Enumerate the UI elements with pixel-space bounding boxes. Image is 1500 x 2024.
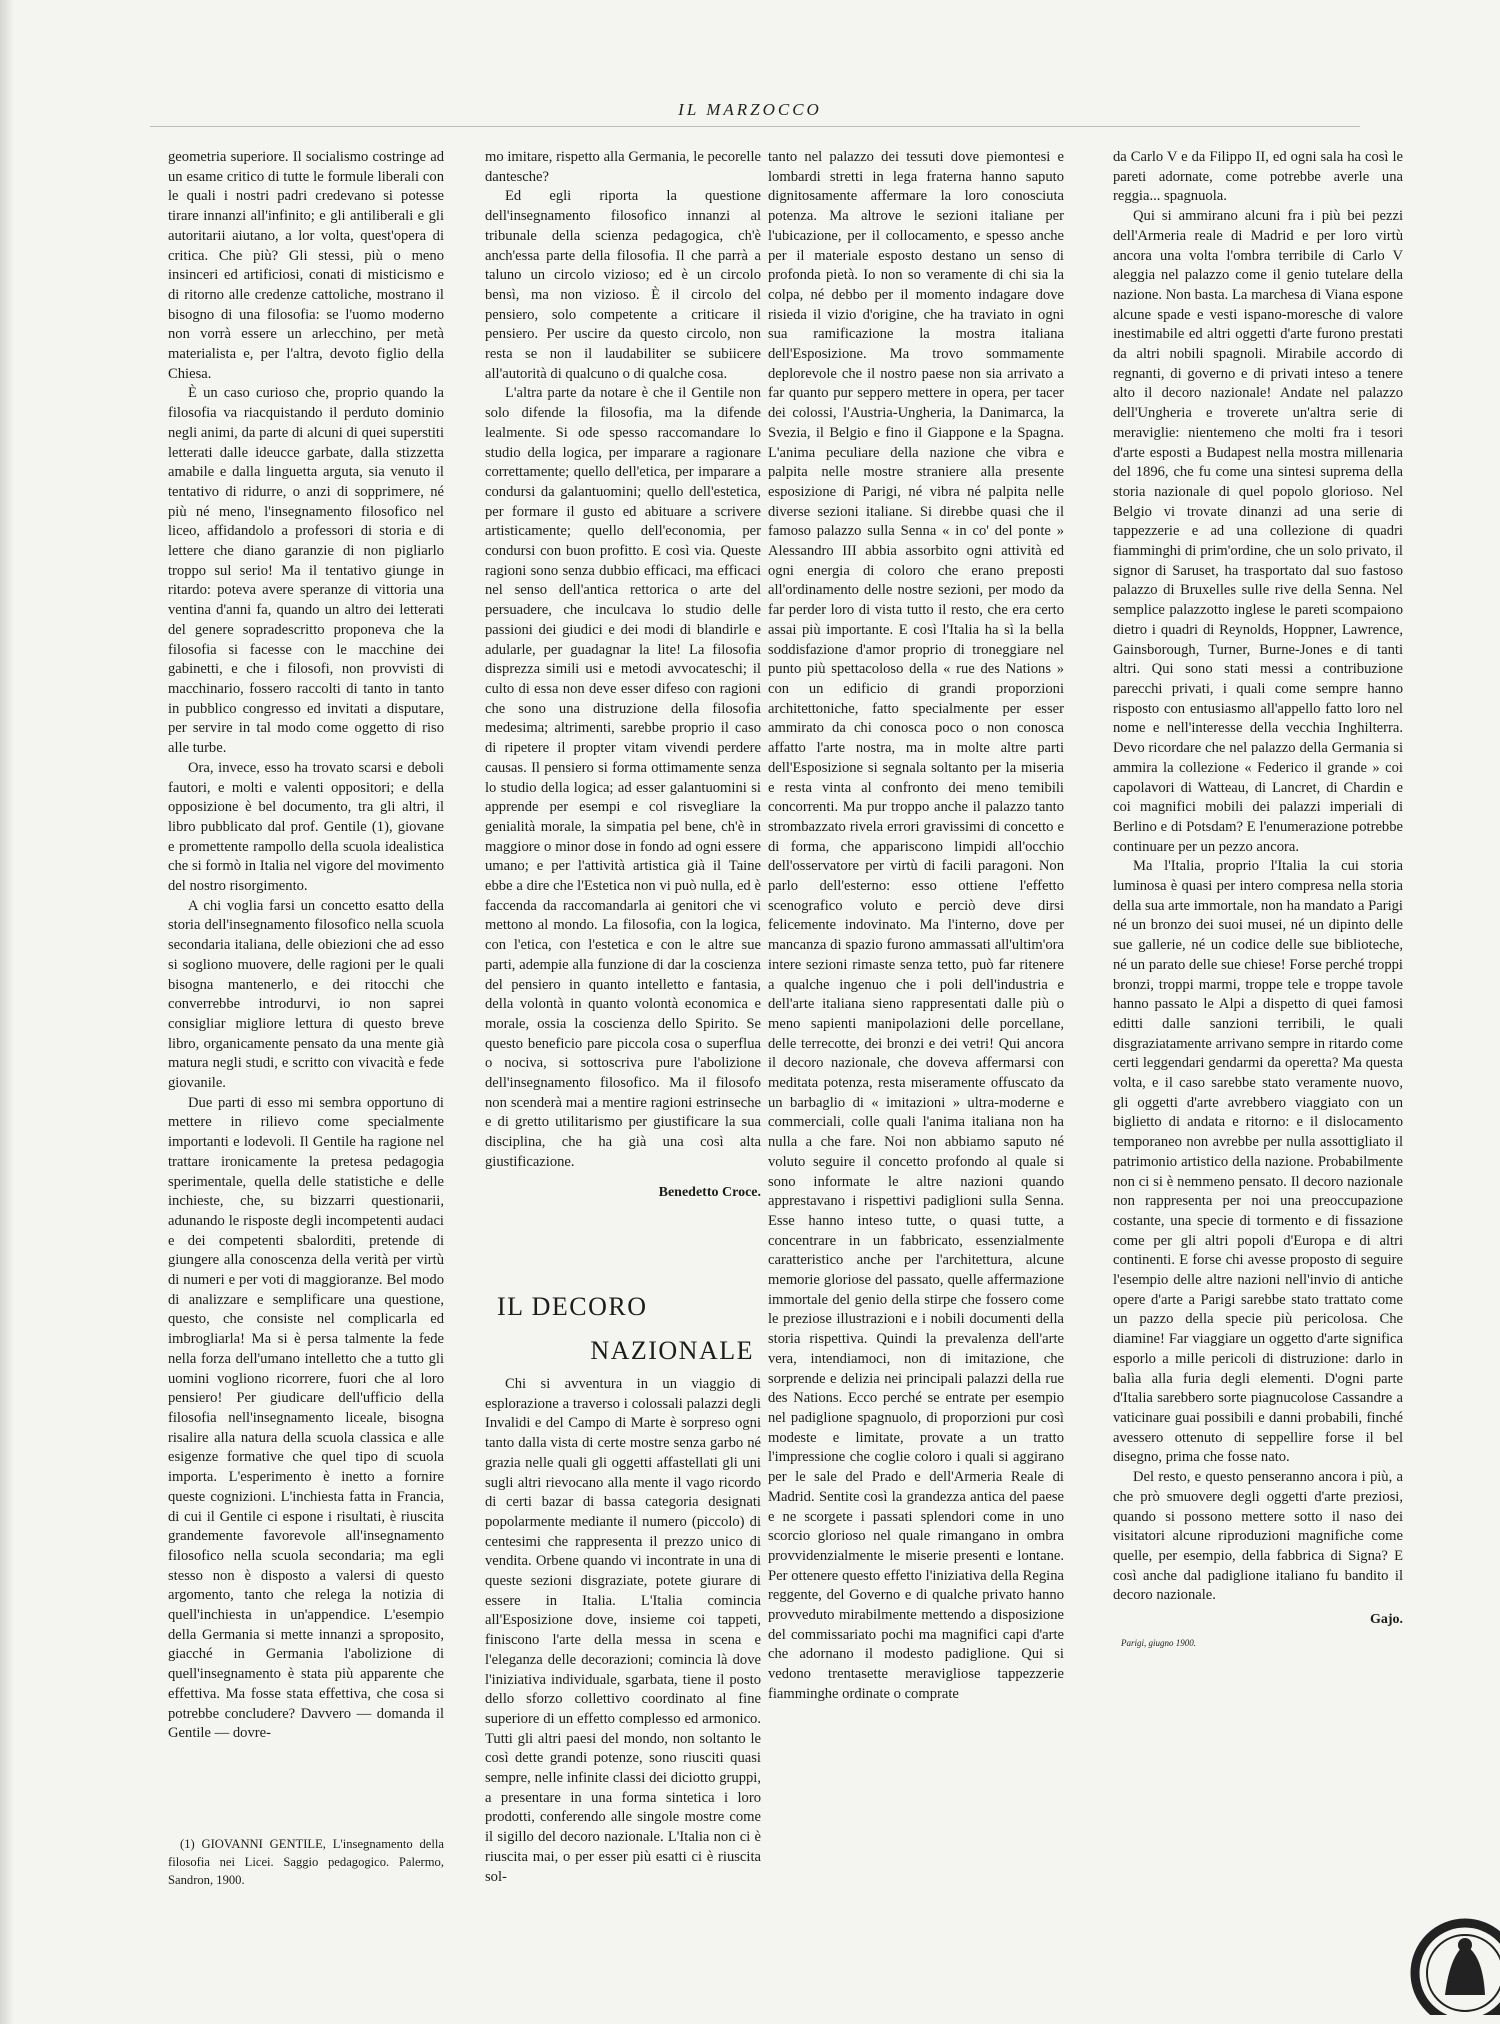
author-signature: Gajo. bbox=[1369, 1612, 1403, 1628]
column-4 bbox=[1113, 148, 1403, 1653]
footnote-text: (1) GIOVANNI GENTILE, L'insegnamento della filosofia nei Licei. Saggio pedagogico. Palermo, Sandron, 1900. bbox=[168, 1837, 444, 1887]
paragraph: da Carlo V e da Filippo II, ed ogni sala ha così le pareti adornate, come potrebbe averle una reggia... spagnuola. bbox=[1113, 149, 1403, 205]
library-stamp-icon bbox=[1405, 1915, 1500, 2015]
column-2 bbox=[485, 148, 761, 1202]
heading-line-2: NAZIONALE bbox=[590, 1336, 754, 1365]
paragraph: Ma l'Italia, proprio l'Italia la cui storia luminosa è quasi per intero compresa nella storia della sua arte immortale, non ha mandato a Parigi né un bronzo dei suoi musei, né un dipinto delle sue gallerie, né un codice delle sue biblioteche, né un parato delle sue chiese! Forse perché troppi bronzi, troppi marmi, troppe tele e troppe tavole hanno passato le Alpi a dispetto di quei famosi editti dalle sanzioni terribili, le quali disgraziatamente arrivano sempre in ritardo come certi leggendari gendarmi da operetta? Ma questa volta, e il caso sarebbe stato veramente nuovo, gli oggetti d'arte avrebbero viaggiato con un biglietto di andata e ritorno: e il dislocamento temporaneo non avrebbe per nulla assottigliato il patrimonio artistico della nazione. Probabilmente non ci si è nemmeno pensato. Il decoro nazionale non rappresenta per noi una preoccupazione costante, una specie di tormento e di fissazione come per gli altri popoli d'Europa e di altri continenti. E forse chi avesse proposto di seguire l'esempio delle altre nazioni nell'invio di antiche opere d'arte a Parigi sarebbe stato trattato come un pazzo della specie più pericolosa. Che diamine! Far viaggiare un oggetto d'arte significa esporlo a mille pericoli di distruzione: darlo in balìa alla furia degli elementi. D'ogni parte d'Italia sarebbero sorte piagnucolose Cassandre a vaticinare guai possibili e danni probabili, finché avessero ottenuto di seppellire forse il bel disegno, prima che fosse nato. bbox=[1113, 858, 1403, 1466]
paragraph: A chi voglia farsi un concetto esatto della storia dell'insegnamento filosofico nella scuola secondaria italiana, delle obiezioni che ad esso si sogliono muovere, delle ragioni per le quali bisogna mantenerlo, e dei ritocchi che converrebbe introdurvi, io non saprei consigliar migliore lettura di questo breve libro, organicamente pensato da una mente già matura negli studi, e scritto con vivacità e fede giovanile. bbox=[168, 897, 444, 1092]
header-rule bbox=[150, 126, 1360, 127]
paragraph: geometria superiore. Il socialismo costringe ad un esame critico di tutte le formule liberali con le quali i nostri padri credevano si potesse tirare innanzi all'infinito; e gli antiliberali e gli autoritarii aiutano, a lor volta, quest'opera di critica. Che più? Gli stessi, più o meno insinceri ed artificiosi, conati di misticismo e di ritorno alle credenze cattoliche, mostrano il bisogno di una filosofia: se l'uomo moderno non vorrà essere un arlecchino, per metà materialista e, per l'altra, devoto figlio della Chiesa. bbox=[168, 149, 444, 382]
heading-line-1: IL DECORO bbox=[497, 1292, 648, 1321]
scan-edge-shadow bbox=[0, 0, 14, 2024]
footnote bbox=[168, 1835, 444, 1889]
paragraph: Del resto, e questo penseranno ancora i più, a che prò smuovere degli oggetti d'arte preziosi, quando si possono mettere sotto il naso dei visitatori alcune riproduzioni magnifiche come quelle, per esempio, della fabbrica di Signa? E così anche dal padiglione italiano fu bandito il decoro nazionale. bbox=[1113, 1469, 1403, 1604]
paragraph: Ora, invece, esso ha trovato scarsi e deboli fautori, e molti e valenti oppositori; e della opposizione è bel documento, tra gli altri, il libro pubblicato dal prof. Gentile (1), giovane e promettente rampollo della scuola idealistica che si formò in Italia nel vigore del movimento del nostro risorgimento. bbox=[168, 759, 444, 895]
paragraph: Qui si ammirano alcuni fra i più bei pezzi dell'Armeria reale di Madrid e per loro virtù ancora una volta l'ombra terribile di Carlo V aleggia nel palazzo come il genio tutelare della nazione. Non basta. La marchesa di Viana espone alcune spade e vesti ispano-moresche di valore inestimabile ed altri oggetti d'arte furono prestati da altri nobili spagnoli. Mirabile accordo di regnanti, di governo e di privati inteso a tenere alto il decoro nazionale! Andate nel palazzo dell'Ungheria e troverete un'altra serie di meraviglie: nientemeno che molti fra i tesori d'arte esposti a Budapest nella mostra millenaria del 1896, che fu come una sintesi suprema della storia nazionale di quel popolo glorioso. Nel Belgio vi trovate dinanzi ad una serie di tappezzerie e ad una collezione di quadri fiamminghi di prim'ordine, che un solo privato, il signor di Saruset, ha trasportato dal suo fastoso palazzo di Bruxelles sulle rive della Senna. Nel semplice palazzotto inglese le pareti scompaiono dietro i quadri di Reynolds, Hoppner, Lawrence, Gainsborough, Turner, Burne-Jones e di tanti altri. Qui sono stati messi a contribuzione parecchi privati, i quali come sempre hanno risposto con entusiasmo all'appello fatto loro nel nome e nell'interesse della vecchia Inghilterra. Devo ricordare che nel palazzo della Germania si ammira la collezione « Federico il grande » coi capolavori di Watteau, di Lancret, di Chardin e coi magnifici mobili dei palazzi imperiali di Berlino e di Potsdam? E l'enumerazione potrebbe continuare per un pezzo ancora. bbox=[1113, 208, 1403, 855]
paragraph: È un caso curioso che, proprio quando la filosofia va riacquistando il perduto dominio negli animi, da parte di alcuni di quei superstiti letterati dalle ideucce garbate, dalla stizzetta amabile e dalla linguetta arguta, sia venuto il tentativo di ridurre, o anzi di sopprimere, né più né meno, l'insegnamento filosofico nel liceo, affidandolo a professori di storia e di lettere che diano garanzie di non pigliarlo troppo sul serio! Ma il tentativo giunge in ritardo: poteva avere speranze di vittoria una ventina d'anni fa, quando un altro dei letterati del genere sopradescritto proponeva che la filosofia si facesse con le macchine dei gabinetti, e che i filosofi, non provvisti di macchinario, fossero raccolti di tanto in tanto in pubblico congresso ed invitati a disputare, per servire in tal modo come oggetto di riso alle turbe. bbox=[168, 385, 444, 757]
paragraph: L'altra parte da notare è che il Gentile non solo difende la filosofia, ma la difende lealmente. Si ode spesso raccomandare lo studio della logica, per imparare a ragionare correttamente; quello dell'etica, per imparare a condursi da galantuomini; quello dell'estetica, per formare il gusto ed abituare a scrivere artisticamente; quello dell'economia, per condursi con buon profitto. E così via. Queste ragioni sono senza dubbio efficaci, ma efficaci nel senso dell'antica rettorica o arte del persuadere, che inculcava lo studio delle passioni dei giudici e dei modi di blandirle e adularle, per guadagnar la lite! La filosofia disprezza simili usi e metodi avvocateschi; il culto di essa non deve esser difeso con ragioni che sono una distruzione della filosofia medesima; altrimenti, sarebbe proprio il caso di ripetere il propter vitam vivendi perdere causas. Il pensiero si forma ottimamente senza lo studio della logica; ad esser galantuomini si apprende per esempi e col risvegliare la genialità morale, la simpatia pel bene, ch'è in maggiore o minor dose in fondo ad ogni essere umano; e per l'attività artistica già il Taine ebbe a dire che l'Estetica non vi può nulla, ed è faccenda da raccomandarla ai genitori che vi mettono al mondo. La filosofia, con la logica, con l'etica, con l'estetica e con le altre sue parti, adempie alla funzione di dar la coscienza del pensiero in quanto intelletto e fantasia, della volontà in quanto volontà economica e morale, ossia la coscienza dello Spirito. Se questo beneficio pare piccola cosa o superflua o nociva, si sottoscriva pure l'abolizione dell'insegnamento filosofico. Ma il filosofo non scenderà mai a mentire ragioni estrinseche e di gretto utilitarismo per giustificare la sua disciplina, che ha già una così alta giustificazione. bbox=[485, 385, 761, 1170]
column-1 bbox=[168, 148, 444, 1744]
paragraph: Due parti di esso mi sembra opportuno di mettere in rilievo come specialmente importanti e lodevoli. Il Gentile ha ragione nel trattare ironicamente la pretesa pedagogia sperimentale, quella delle statistiche e delle inchieste, che, su bizzarri questionarii, adunando le risposte degli incompetenti audaci e dei competenti sbalorditi, pretende di giungere alla conoscenza della verità per virtù di numeri e per voti di maggioranze. Bel modo di analizzare e semplificare una questione, questo, che consiste nel complicarla ed imbrogliarla! Ma si è persa talmente la fede nella forza dell'umano intelletto che a tutto gli uomini vogliono ricorrere, fuori che al loro pensiero! Per giudicare dell'ufficio della filosofia nell'insegnamento liceale, bisogna risalire alla natura della scuola classica e alle esigenze formative che quel tipo di scuola importa. L'esperimento è inetto a fornire queste cognizioni. L'inchiesta fatta in Francia, di cui il Gentile ci espone i risultati, è riuscita grandemente favorevole all'insegnamento filosofico nella scuola secondaria; ma egli stesso non è disposto a valersi di questo argomento, tanto che relega la notizia di quell'inchiesta in un'appendice. L'esempio della Germania si mette innanzi a sproposito, giacché in Germania l'abolizione di quell'insegnamento è stata più apparente che effettiva. Ma fosse stata effettiva, che cosa si potrebbe concludere? Davvero — domanda il Gentile — dovre- bbox=[168, 1094, 444, 1742]
paragraph: Ed egli riporta la questione dell'insegnamento filosofico innanzi al tribunale della scienza pedagogica, ch'è anch'essa parte della filosofia. Il che parrà a taluno un circolo vizioso; ed è un circolo bensì, ma non vizioso. È il circolo del pensiero, solo competente a criticare il pensiero. Per uscire da questo circolo, non resta se non il laudabiliter se subiicere all'autorità di qualcuno o di qualche cosa. bbox=[485, 188, 761, 382]
column-3 bbox=[768, 148, 1064, 1705]
article-heading bbox=[495, 1285, 760, 1373]
paragraph: tanto nel palazzo dei tessuti dove piemontesi e lombardi stretti in lega fraterna hanno saputo dignitosamente affermare la loro conosciuta potenza. Ma altrove le sezioni italiane per l'ubicazione, per il collocamento, e spesso anche per il materiale esposto destano un senso di profonda pietà. Io non so veramente di chi sia la colpa, né debbo per il momento indagare dove risieda il vizio d'origine, che ha traviato in ogni sua ramificazione la mostra italiana dell'Esposizione. Ma trovo sommamente deplorevole che il nostro paese non sia arrivato a far quanto pur seppero mettere in opera, per tacer dei colossi, l'Austria-Ungheria, la Danimarca, la Svezia, il Belgio e fino il Giappone e la Spagna. L'anima peculiare della nazione che vibra e palpita nelle mostre straniere alla presente esposizione di Parigi, né vibra né palpita nelle diverse sezioni italiane. Si direbbe quasi che il famoso palazzo sulla Senna « in co' del ponte » Alessandro III abbia assorbito ogni attività ed ogni energia di coloro che erano preposti all'ordinamento delle nostre sezioni, per modo da far perder loro di vista tutto il resto, che era certo assai più importante. E così l'Italia ha sì la bella soddisfazione d'amor proprio di troneggiare nel punto più spettacoloso della « rue des Nations » con un edificio di grandi proporzioni architettoniche, fatto specialmente per esser ammirato da chi conosca poco o non conosca affatto l'arte nostra, ma in molte altre parti dell'Esposizione si segnala soltanto per la miseria e resta vinta al confronto dei meno temibili concorrenti. Ma pur troppo anche il palazzo tanto strombazzato rivela errori gravissimi di concetto e di forma, che appariscono limpidi all'occhio dell'osservatore per virtù di facili paragoni. Non parlo dell'esterno: esso ottiene l'effetto scenografico voluto e perciò deve dirsi felicemente indovinato. Ma l'interno, dove per mancanza di spazio furono ammassati all'ultim'ora intere sezioni rimaste senza tetto, può far ritenere a qualche ingenuo che i poli dell'industria e dell'arte italiana sieno rappresentati dalle più o meno sapienti manipolazioni delle porcellane, delle terrecotte, dei bronzi e dei vetri! Qui ancora il decoro nazionale, che doveva affermarsi con meditata potenza, resta miseramente offuscato da un barbaglio di « imitazioni » ultra-moderne e commerciali, colle quali l'anima italiana non ha nulla a che fare. Noi non abbiamo saputo né voluto seguire il concetto profondo al quale si sono informate le altre nazioni quando apprestavano i rispettivi padiglioni sulla Senna. Esse hanno inteso tutte, o quasi tutte, a concentrare in un fabbricato, essenzialmente caratteristico anche per l'architettura, alcune memorie gloriose del passato, quelle affermazione immortale del genio della stirpe che fossero come le preziose illustrazioni e i nobili documenti della storia rispettiva. Quindi la prevalenza dell'arte vera, intendiamoci, non di imitazione, che sorprende e delizia nei principali palazzi della rue des Nations. Ecco perché se entrate per esempio nel padiglione spagnuolo, di proporzioni pur così modeste e limitate, provate a un tratto l'impressione che coglie coloro i quali si aggirano per le sale del Prado e dell'Armeria Reale di Madrid. Sentite così la grandezza antica del paese e ne scorgete i passati splendori come in uno scorcio glorioso nel quale rimangano in ombra provvidenzialmente le miserie presenti e lontane. Per ottenere questo effetto l'iniziativa della Regina reggente, del Governo e di qualche privato hanno provveduto mirabilmente mettendo a disposizione del commissariato pochi ma magnifici capi d'arte che adornano il modesto padiglione. Qui si vedono trentasette meravigliose tappezzerie fiamminghe ordinate o comprate bbox=[768, 149, 1064, 1702]
author-signature: Benedetto Croce. bbox=[658, 1184, 761, 1200]
dateline: Parigi, giugno 1900. bbox=[1121, 1637, 1197, 1648]
paragraph: mo imitare, rispetto alla Germania, le pecorelle dantesche? bbox=[485, 149, 761, 185]
column-2-article bbox=[485, 1375, 761, 1887]
paragraph: Chi si avventura in un viaggio di esplorazione a traverso i colossali palazzi degli Invalidi e del Campo di Marte è sorpreso ogni tanto dalla vista di certe mostre senza garbo né grazia nelle quali gli oggetti affastellati gli uni sugli altri rievocano alla mente il vago ricordo di certi bazar di bassa categoria designati popolarmente mediante il numero (piccolo) di centesimi che rappresenta il prezzo unico di vendita. Orbene quando vi incontrate in una di queste sezioni disgraziate, potete giurare di essere in Italia. L'Italia comincia all'Esposizione dove, insieme coi tappeti, finiscono l'arte della messa in scena e l'eleganza delle decorazioni; comincia là dove l'iniziativa individuale, sgarbata, tiene il posto dello sforzo collettivo coordinato al fine superiore di un effetto complesso ed armonico. Tutti gli altri paesi del mondo, non soltanto le così dette grandi potenze, sono riusciti quasi sempre, nelle infinite classi dei diciotto gruppi, a presentare in una forma sintetica i loro prodotti, conferendo alle singole mostre come il sigillo del decoro nazionale. L'Italia non ci è riuscita mai, o per esser più esatti ci è riuscita sol- bbox=[485, 1376, 761, 1885]
masthead-title: IL MARZOCCO bbox=[678, 100, 822, 119]
